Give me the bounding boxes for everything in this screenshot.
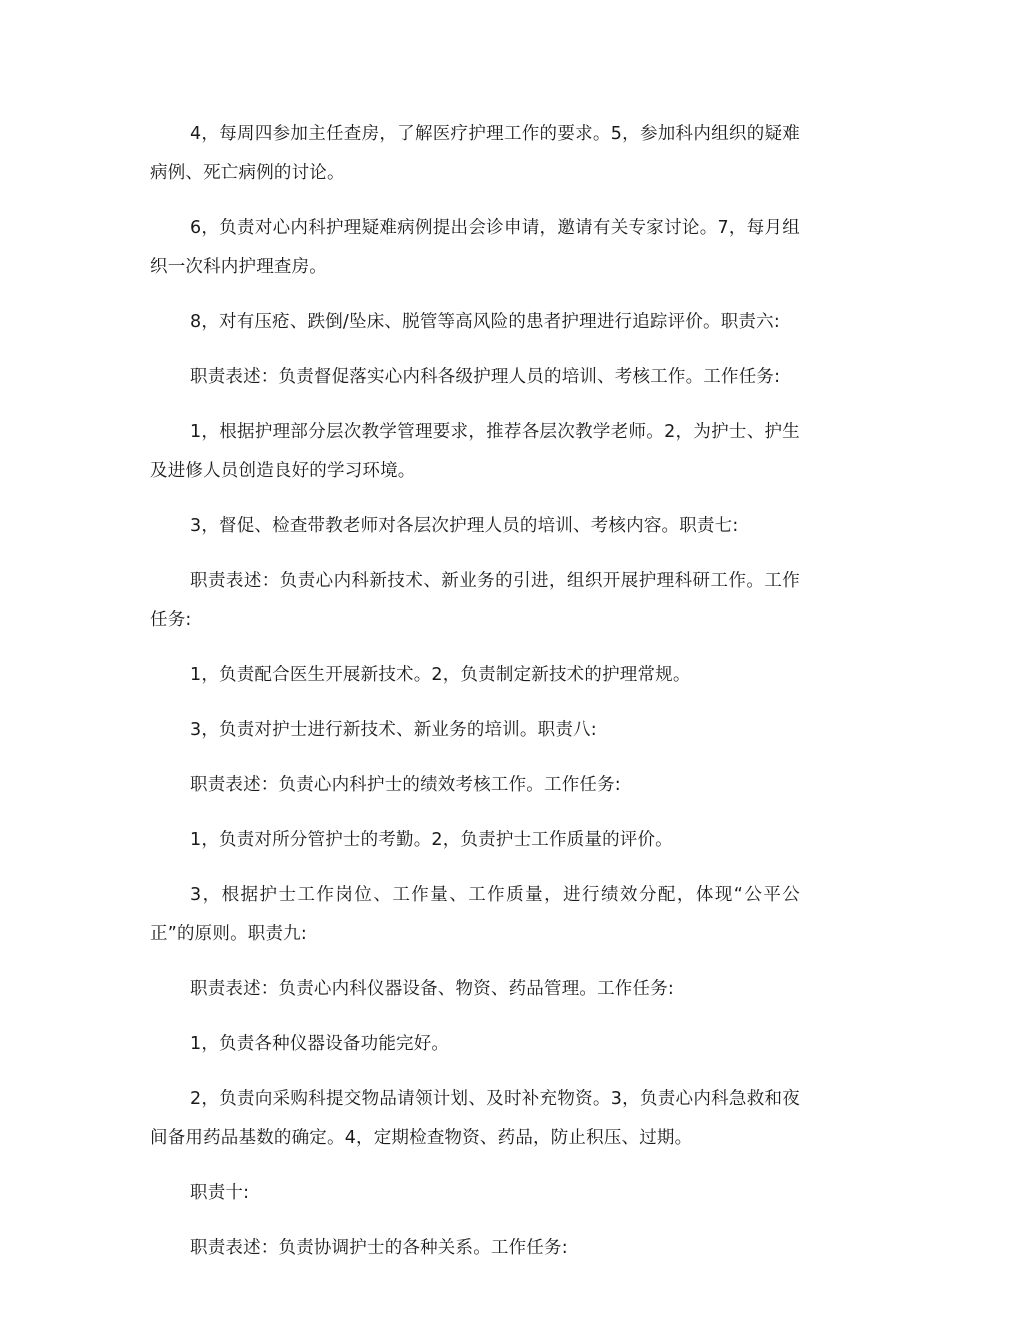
paragraph-3: 8，对有压疮、跌倒/坠床、脱管等高风险的患者护理进行追踪评价。职责六: (190, 312, 780, 332)
paragraph-16: 职责十: (190, 1183, 250, 1203)
paragraph-15: 2，负责向采购科提交物品请领计划、及时补充物资。3，负责心内科急救和夜间备用药品基数的确定。4，定期检查物资、药品，防止积压、过期。 (150, 1089, 800, 1148)
paragraph-12: 3，根据护士工作岗位、工作量、工作质量，进行绩效分配，体现“公平公正”的原则。职责九: (150, 885, 800, 944)
paragraph-8: 1，负责配合医生开展新技术。2，负责制定新技术的护理常规。 (190, 665, 691, 685)
paragraph-9: 3，负责对护士进行新技术、新业务的培训。职责八: (190, 720, 597, 740)
document-body (150, 115, 800, 1268)
paragraph-13: 职责表述：负责心内科仪器设备、物资、药品管理。工作任务: (190, 979, 674, 999)
paragraph-4: 职责表述：负责督促落实心内科各级护理人员的培训、考核工作。工作任务: (190, 367, 781, 387)
paragraph-2: 6，负责对心内科护理疑难病例提出会诊申请，邀请有关专家讨论。7，每月组织一次科内护理查房。 (150, 218, 800, 277)
paragraph-11: 1，负责对所分管护士的考勤。2，负责护士工作质量的评价。 (190, 830, 673, 850)
paragraph-10: 职责表述：负责心内科护士的绩效考核工作。工作任务: (190, 775, 621, 795)
paragraph-17: 职责表述：负责协调护士的各种关系。工作任务: (190, 1238, 568, 1258)
paragraph-7: 职责表述：负责心内科新技术、新业务的引进，组织开展护理科研工作。工作任务: (150, 571, 800, 630)
paragraph-6: 3，督促、检查带教老师对各层次护理人员的培训、考核内容。职责七: (190, 516, 739, 536)
paragraph-14: 1，负责各种仪器设备功能完好。 (190, 1034, 450, 1054)
paragraph-1: 4，每周四参加主任查房，了解医疗护理工作的要求。5，参加科内组织的疑难病例、死亡病例的讨论。 (150, 124, 800, 183)
paragraph-5: 1，根据护理部分层次教学管理要求，推荐各层次教学老师。2，为护士、护生及进修人员创造良好的学习环境。 (150, 422, 800, 481)
